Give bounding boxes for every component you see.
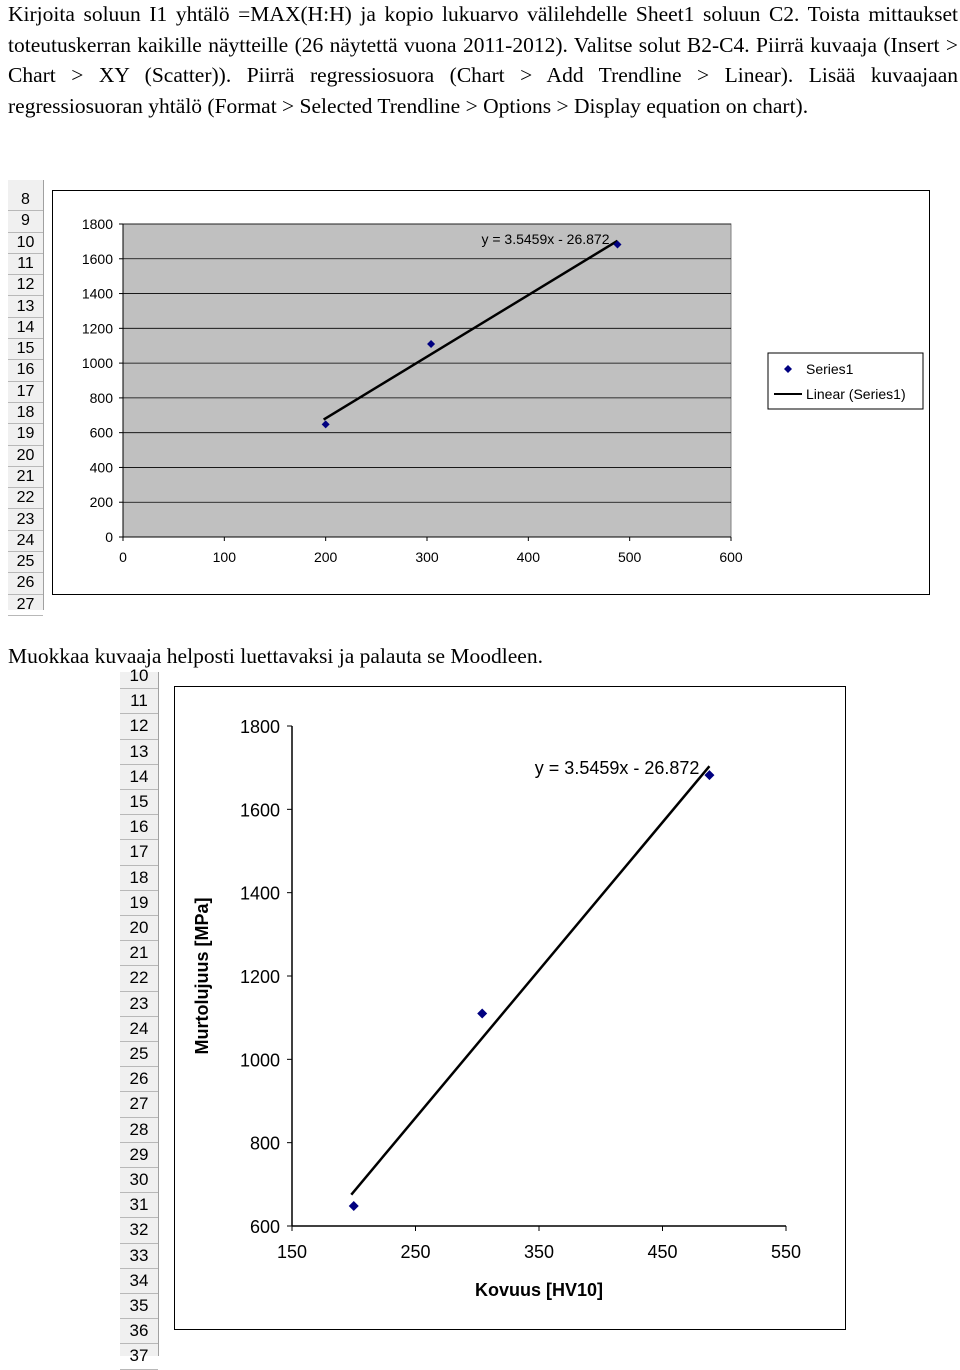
x-tick-label: 100: [212, 549, 237, 565]
row-header-30[interactable]: 30: [120, 1167, 158, 1193]
x-tick-label: 0: [119, 549, 127, 565]
row-header-21[interactable]: 21: [120, 940, 158, 966]
y-tick-label: 0: [105, 529, 113, 545]
y-tick-label: 1000: [239, 1050, 280, 1071]
row-header-10[interactable]: 10: [120, 663, 158, 689]
y-tick-label: 1600: [239, 800, 280, 821]
row-header-26[interactable]: 26: [8, 572, 43, 594]
data-point: [349, 1201, 359, 1211]
row-header-23[interactable]: 23: [120, 991, 158, 1017]
y-tick-label: 1600: [81, 250, 113, 267]
row-header-18[interactable]: 18: [8, 402, 43, 424]
chart-area[interactable]: [174, 686, 846, 1330]
x-tick-label: 200: [313, 549, 338, 565]
row-header-16[interactable]: 16: [120, 814, 158, 840]
x-axis-title: Kovuus [HV10]: [474, 1280, 604, 1300]
row-header-34[interactable]: 34: [120, 1268, 158, 1294]
row-header-12[interactable]: 12: [120, 713, 158, 739]
instruction-paragraph-1: Kirjoita soluun I1 yhtälö =MAX(H:H) ja kopio lukuarvo välilehdelle Sheet1 soluun C2. Toista mittaukset toteutuskerran kaikille näytteille (26 näytettä vuona 2011-2012). Valitse solut B2-C4. Piirrä kuvaaja (Insert > Chart > XY (Scatter)). Piirrä regressiosuora (Chart > Add Trendline > Linear). Lisää kuvaajaan regressiosuoran yhtälö (Format > Selected Trendline > Options > Display equation on chart).: [8, 2, 958, 118]
row-header-14[interactable]: 14: [8, 317, 43, 339]
spreadsheet-screenshot-1: [8, 180, 956, 613]
x-tick-label: 250: [400, 1242, 431, 1262]
row-header-8[interactable]: 8: [8, 189, 43, 211]
row-header-22[interactable]: 22: [8, 487, 43, 509]
y-tick-label: 600: [249, 1217, 280, 1237]
row-header-24[interactable]: 24: [120, 1016, 158, 1042]
scatter-chart-default: [53, 191, 929, 594]
instruction-paragraph-2: Muokkaa kuvaaja helposti luettavaksi ja palauta se Moodleen.: [8, 644, 543, 668]
row-header-26[interactable]: 26: [120, 1066, 158, 1092]
row-header-20[interactable]: 20: [120, 915, 158, 941]
row-header-21[interactable]: 21: [8, 466, 43, 488]
y-tick-label: 1800: [239, 717, 280, 737]
y-tick-label: 1800: [81, 216, 113, 232]
row-header-24[interactable]: 24: [8, 530, 43, 552]
row-header-9[interactable]: 9: [8, 210, 43, 232]
row-header-11[interactable]: 11: [8, 253, 43, 275]
x-tick-label: 500: [617, 549, 642, 565]
row-header-36[interactable]: 36: [120, 1318, 158, 1344]
x-tick-label: 150: [276, 1242, 308, 1262]
trendline-equation-label: y = 3.5459x - 26.872: [534, 758, 700, 778]
y-tick-label: 1200: [81, 320, 113, 337]
row-header-20[interactable]: 20: [8, 445, 43, 467]
row-header-28[interactable]: 28: [120, 1117, 158, 1143]
x-tick-label: 450: [647, 1242, 678, 1262]
y-tick-label: 800: [249, 1133, 280, 1154]
y-tick-label: 600: [89, 424, 113, 441]
row-header-27[interactable]: 27: [8, 594, 43, 616]
row-header-25[interactable]: 25: [120, 1041, 158, 1067]
trendline-equation-label: y = 3.5459x - 26.872: [481, 231, 610, 247]
data-point: [477, 1009, 487, 1019]
row-header-11[interactable]: 11: [120, 688, 158, 714]
legend-label-series1: Series1: [806, 361, 854, 377]
row-header-12[interactable]: 12: [8, 274, 43, 296]
x-tick-label: 550: [770, 1242, 802, 1262]
y-axis-title: Murtolujuus [MPa]: [192, 897, 212, 1055]
y-tick-label: 1400: [81, 285, 113, 302]
row-header-14[interactable]: 14: [120, 764, 158, 790]
row-header-37[interactable]: 37: [120, 1343, 158, 1369]
row-header-32[interactable]: 32: [120, 1217, 158, 1243]
y-tick-label: 1200: [239, 967, 280, 987]
trendline: [351, 766, 709, 1194]
row-header-column: [8, 180, 44, 613]
x-tick-label: 600: [719, 549, 743, 565]
y-tick-label: 1000: [81, 355, 113, 372]
row-header-column: [120, 666, 159, 1366]
row-header-13[interactable]: 13: [120, 739, 158, 765]
row-header-10[interactable]: 10: [8, 232, 43, 254]
row-header-17[interactable]: 17: [120, 839, 158, 865]
row-header-29[interactable]: 29: [120, 1142, 158, 1168]
spreadsheet-screenshot-2: [120, 666, 850, 1366]
plot-area: [123, 224, 731, 537]
row-header-22[interactable]: 22: [120, 965, 158, 991]
x-tick-label: 300: [415, 549, 439, 565]
row-header-19[interactable]: 19: [120, 890, 158, 916]
y-tick-label: 400: [89, 459, 113, 476]
row-header-25[interactable]: 25: [8, 551, 43, 573]
x-tick-label: 400: [516, 549, 541, 565]
y-tick-label: 1400: [239, 883, 280, 904]
scatter-chart-formatted: [175, 687, 845, 1329]
row-header-18[interactable]: 18: [120, 865, 158, 891]
y-tick-label: 800: [89, 389, 113, 406]
row-header-35[interactable]: 35: [120, 1293, 158, 1319]
chart-area[interactable]: [52, 190, 930, 595]
row-header-13[interactable]: 13: [8, 296, 43, 318]
row-header-23[interactable]: 23: [8, 509, 43, 531]
row-header-19[interactable]: 19: [8, 423, 43, 445]
row-header-16[interactable]: 16: [8, 359, 43, 381]
row-header-27[interactable]: 27: [120, 1091, 158, 1117]
row-header-15[interactable]: 15: [120, 789, 158, 815]
row-header-15[interactable]: 15: [8, 338, 43, 360]
x-tick-label: 350: [523, 1242, 555, 1262]
legend-label-trendline: Linear (Series1): [806, 386, 906, 402]
row-header-33[interactable]: 33: [120, 1243, 158, 1269]
row-header-31[interactable]: 31: [120, 1192, 158, 1218]
row-header-17[interactable]: 17: [8, 381, 43, 403]
y-tick-label: 200: [89, 494, 113, 511]
